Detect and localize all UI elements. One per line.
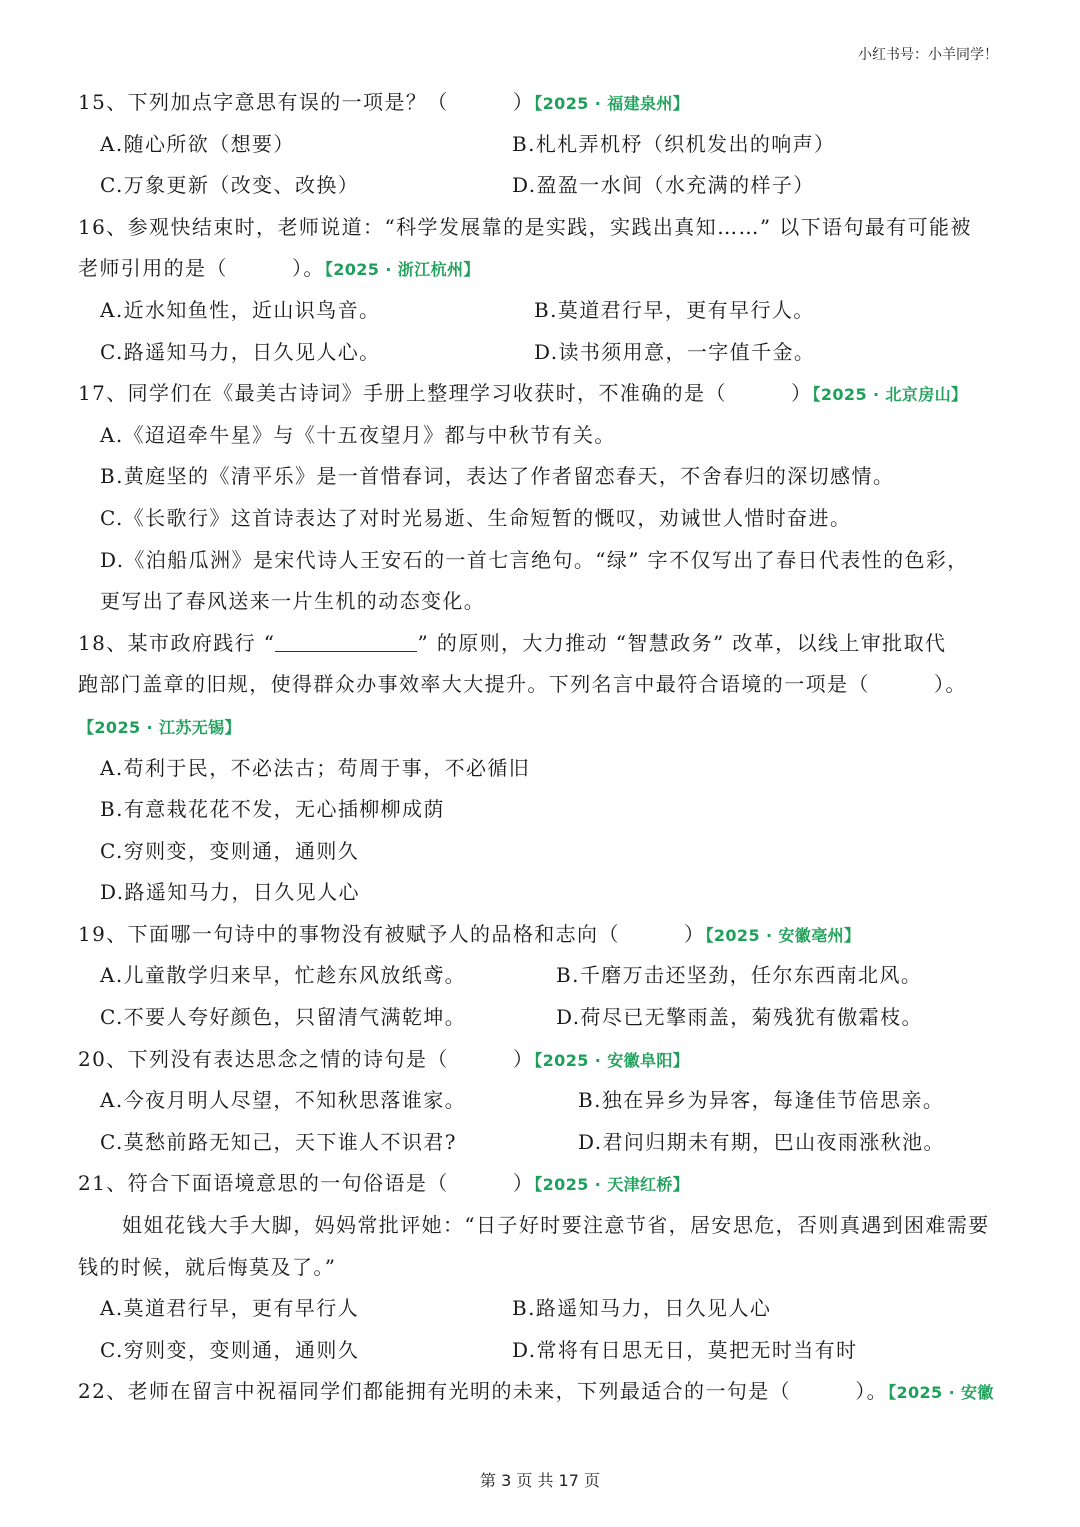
question-19-options-row-1 <box>78 955 1008 997</box>
question-16-stem-line-1: 16、参观快结束时，老师说道：“科学发展靠的是实践，实践出真知……” 以下语句最有可能被 <box>78 214 972 239</box>
question-20-option-a: A.今夜月明人尽望，不知秋思落谁家。 <box>100 1088 467 1113</box>
question-18-option-a: A.苟利于民，不必法古；苟周于事，不必循旧 <box>100 755 531 780</box>
question-19-stem <box>78 914 1008 956</box>
question-22-stem <box>78 1371 1008 1413</box>
question-19-option-a: A.儿童散学归来早，忙趁东风放纸鸢。 <box>100 963 467 988</box>
question-15-option-c: C.万象更新（改变、改换） <box>100 173 360 198</box>
question-20-option-d: D.君问归期未有期，巴山夜雨涨秋池。 <box>578 1129 945 1154</box>
question-19-options-row-2 <box>78 997 1008 1039</box>
question-18-source-tag: 【2025 · 江苏无锡】 <box>78 717 241 737</box>
question-18-option-c: C.穷则变，变则通，通则久 <box>100 838 360 863</box>
question-20-stem <box>78 1039 1008 1081</box>
question-15-text: 15、下列加点字意思有误的一项是？（ ） <box>78 90 535 114</box>
question-18-option-d: D.路遥知马力，日久见人心 <box>100 880 360 905</box>
question-16-source-tag: 【2025 · 浙江杭州】 <box>324 260 480 280</box>
question-18-option-b: B.有意栽花花不发，无心插柳柳成荫 <box>100 797 445 822</box>
question-15-option-a: A.随心所欲（想要） <box>100 131 295 156</box>
question-15-stem <box>78 82 1008 124</box>
question-21-context-line-1: 姐姐花钱大手大脚，妈妈常批评她：“日子好时要注意节省，居安思危，否则真遇到困难需要 <box>122 1213 990 1238</box>
question-19-option-d: D.荷尽已无擎雨盖，菊残犹有傲霜枝。 <box>556 1005 923 1030</box>
question-22-text: 22、老师在留言中祝福同学们都能拥有光明的未来，下列最适合的一句是（ ）。 <box>78 1379 889 1404</box>
question-20-option-c: C.莫愁前路无知己，天下谁人不识君? <box>100 1129 457 1154</box>
question-16-options-row-2 <box>78 332 1008 374</box>
question-21-options-row-2 <box>78 1330 1008 1372</box>
question-16-option-b: B.莫道君行早，更有早行人。 <box>534 297 815 322</box>
question-17-stem <box>78 373 1008 415</box>
question-17-option-b: B.黄庭坚的《清平乐》是一首惜春词，表达了作者留恋春天，不舍春归的深切感情。 <box>100 464 895 489</box>
question-17-option-d-line-2: 更写出了春风送来一片生机的动态变化。 <box>100 589 486 614</box>
question-20-options-row-2 <box>78 1122 1008 1164</box>
question-19-text: 19、下面哪一句诗中的事物没有被赋予人的品格和志向（ ） <box>78 921 706 946</box>
question-19-source-tag: 【2025 · 安徽亳州】 <box>705 925 861 945</box>
question-17-text: 17、同学们在《最美古诗词》手册上整理学习收获时，不准确的是（ ） <box>78 381 813 406</box>
question-17-option-d-line-1: D.《泊船瓜洲》是宋代诗人王安石的一首七言绝句。“绿” 字不仅写出了春日代表性的色彩， <box>100 547 969 572</box>
page-footer: 第 3 页 共 17 页 <box>480 1471 600 1490</box>
question-15-source-tag: 【2025 · 福建泉州】 <box>534 94 690 113</box>
question-19-option-b: B.千磨万击还坚劲，任尔东西南北风。 <box>556 963 923 988</box>
question-20-source-tag: 【2025 · 安徽阜阳】 <box>534 1050 690 1070</box>
question-18-fill-blank <box>275 629 417 652</box>
page-header: 小红书号：小羊同学！ <box>858 47 998 63</box>
question-18-tag-line <box>78 706 1008 748</box>
question-15-options-row-2 <box>78 165 1008 207</box>
question-21-options-row-1 <box>78 1288 1008 1330</box>
question-17-source-tag: 【2025 · 北京房山】 <box>812 385 968 405</box>
question-21-option-c: C.穷则变，变则通，通则久 <box>100 1337 360 1362</box>
question-21-option-b: B.路遥知马力，日久见人心 <box>512 1296 772 1321</box>
question-16-option-d: D.读书须用意，一字值千金。 <box>534 339 816 364</box>
question-21-text: 21、符合下面语境意思的一句俗语是（ ） <box>78 1171 535 1196</box>
question-21-option-d: D.常将有日思无日，莫把无时当有时 <box>512 1337 858 1362</box>
question-16-text: 老师引用的是（ ）。 <box>78 256 325 281</box>
question-18-text-pre: 18、某市政府践行 “ <box>78 630 276 655</box>
question-21-source-tag: 【2025 · 天津红桥】 <box>534 1175 690 1195</box>
question-20-option-b: B.独在异乡为异客，每逢佳节倍思亲。 <box>578 1088 945 1113</box>
question-20-text: 20、下列没有表达思念之情的诗句是（ ） <box>78 1046 535 1071</box>
question-16-option-a: A.近水知鱼性，近山识鸟音。 <box>100 297 381 322</box>
question-17-option-a: A.《迢迢牵牛星》与《十五夜望月》都与中秋节有关。 <box>100 422 616 447</box>
question-15-options-row-1 <box>78 124 1008 166</box>
question-19-option-c: C.不要人夸好颜色，只留清气满乾坤。 <box>100 1005 467 1030</box>
question-16-option-c: C.路遥知马力，日久见人心。 <box>100 339 381 364</box>
question-21-context-line-2: 钱的时候，就后悔莫及了。” <box>78 1254 337 1279</box>
question-21-stem <box>78 1163 1008 1205</box>
question-17-option-c: C.《长歌行》这首诗表达了对时光易逝、生命短暂的慨叹，劝诫世人惜时奋进。 <box>100 505 852 530</box>
question-15-option-b: B.札札弄机杼（织机发出的响声） <box>512 131 836 156</box>
question-22-source-tag: 【2025 · 安徽 <box>888 1383 994 1403</box>
question-18-text-post: ” 的原则，大力推动 “智慧政务” 改革，以线上审批取代 <box>417 630 947 655</box>
question-15-option-d: D.盈盈一水间（水充满的样子） <box>512 173 815 198</box>
question-16-stem-line-2 <box>78 248 1008 290</box>
question-20-options-row-1 <box>78 1080 1008 1122</box>
question-18-stem-line-2: 跑部门盖章的旧规，使得群众办事效率大大提升。下列名言中最符合语境的一项是（ ）。 <box>78 672 967 697</box>
question-21-option-a: A.莫道君行早，更有早行人 <box>100 1296 360 1321</box>
question-18-stem-line-1 <box>78 623 1008 665</box>
question-16-options-row-1 <box>78 290 1008 332</box>
question-list <box>78 82 1008 1413</box>
